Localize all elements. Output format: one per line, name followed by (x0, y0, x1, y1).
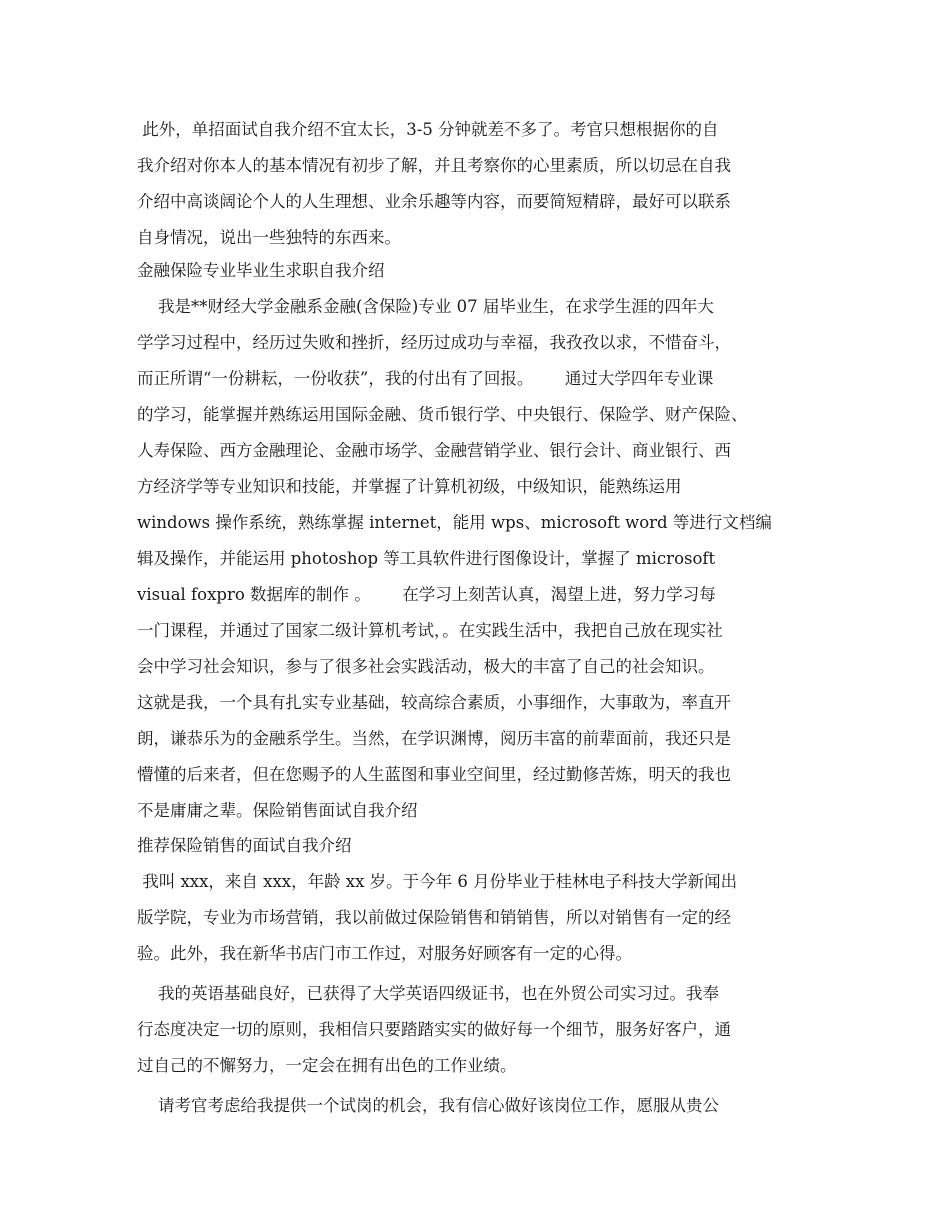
text-line: 一门课程，并通过了国家二级计算机考试，。在实践生活中，我把自己放在现实社 (137, 621, 723, 640)
text-line: 过自己的不懈努力，一定会在拥有出色的工作业绩。 (137, 1056, 517, 1075)
text-line: 验。此外，我在新华书店门市工作过，对服务好顾客有一定的心得。 (137, 944, 632, 963)
text-line: 介绍中高谈阔论个人的人生理想、业余乐趣等内容，而要简短精辟，最好可以联系 (137, 192, 731, 211)
text-line: visual foxpro 数据库的制作 。 在学习上刻苦认真，渴望上进，努力学习每 (137, 585, 716, 604)
text-line: 人寿保险、西方金融理论、金融市场学、金融营销学业、银行会计、商业银行、西 (137, 441, 731, 460)
text-line: 我叫 xxx，来自 xxx，年龄 xx 岁。于今年 6 月份毕业于桂林电子科技大学新闻出 (137, 872, 738, 891)
text-line: 行态度决定一切的原则，我相信只要踏踏实实的做好每一个细节，服务好客户，通 (137, 1020, 731, 1039)
text-line: 学学习过程中，经历过失败和挫折，经历过成功与幸福，我孜孜以求，不惜奋斗， (137, 333, 731, 352)
text-line: windows 操作系统，熟练掌握 internet，能用 wps、microsoft word 等进行文档编 (137, 513, 772, 532)
text-line: 我的英语基础良好，已获得了大学英语四级证书，也在外贸公司实习过。我奉 (137, 984, 719, 1003)
text-line: 会中学习社会知识，参与了很多社会实践活动，极大的丰富了自己的社会知识。 (137, 657, 715, 676)
text-line: 懵懂的后来者，但在您赐予的人生蓝图和事业空间里，经过勤修苦炼，明天的我也 (137, 765, 731, 784)
text-line: 不是庸庸之辈。保险销售面试自我介绍 (137, 801, 418, 820)
text-line: 方经济学等专业知识和技能，并掌握了计算机初级，中级知识，能熟练运用 (137, 477, 682, 496)
section-heading: 推荐保险销售的面试自我介绍 (137, 836, 352, 855)
text-line: 我是**财经大学金融系金融(含保险)专业 07 届毕业生，在求学生涯的四年大 (137, 297, 714, 316)
text-line: 自身情况，说出一些独特的东西来。 (137, 228, 401, 247)
text-line: 朗，谦恭乐为的金融系学生。当然，在学识渊博，阅历丰富的前辈面前，我还只是 (137, 729, 731, 748)
text-line: 这就是我，一个具有扎实专业基础，较高综合素质，小事细作，大事敢为，率直开 (137, 693, 731, 712)
text-line: 请考官考虑给我提供一个试岗的机会，我有信心做好该岗位工作，愿服从贵公 (137, 1096, 719, 1115)
text-line: 的学习，能掌握并熟练运用国际金融、货币银行学、中央银行、保险学、财产保险、 (137, 405, 748, 424)
text-line: 而正所谓“一份耕耘，一份收获”，我的付出有了回报。 通过大学四年专业课 (137, 369, 714, 388)
text-line: 此外，单招面试自我介绍不宜太长，3-5 分钟就差不多了。考官只想根据你的自 (137, 120, 719, 139)
text-line: 我介绍对你本人的基本情况有初步了解，并且考察你的心里素质，所以切忌在自我 (137, 156, 731, 175)
text-line: 版学院，专业为市场营销，我以前做过保险销售和销销售，所以对销售有一定的经 (137, 908, 731, 927)
section-heading: 金融保险专业毕业生求职自我介绍 (137, 261, 385, 280)
text-line: 辑及操作，并能运用 photoshop 等工具软件进行图像设计，掌握了 microsoft (137, 549, 716, 568)
